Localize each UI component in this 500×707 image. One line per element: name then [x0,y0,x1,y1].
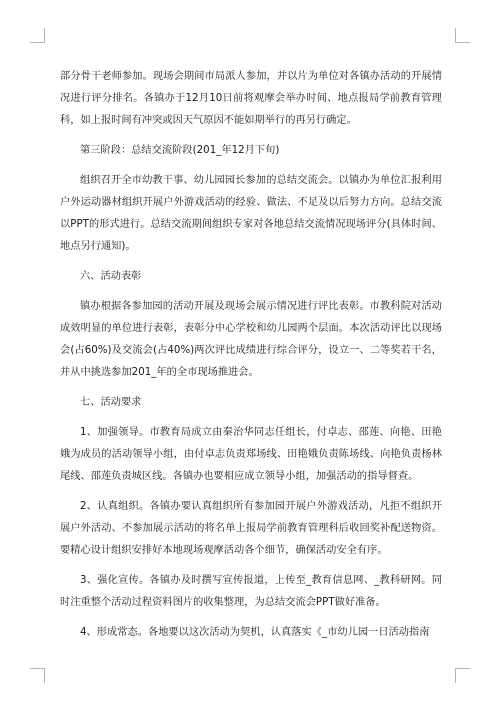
crop-mark-bottom-right [455,668,470,683]
crop-mark-bottom-left [30,668,45,683]
crop-mark-top-left [30,28,45,43]
section-heading-requirements: 七、活动要求 [80,397,142,408]
crop-mark-top-right [455,28,470,43]
requirement-item-2: 2、认真组织。各镇办要认真组织所有参加园开展户外游戏活动，凡拒不组织开展户外活动、不参加展示活动的将名单上报局学前教育管理科后收回奖补配送物资。要精心设计组织安排好本地现场观摩活动各个细节，确保活动安全有序。 [60,501,442,556]
requirement-item-3: 3、强化宣传。各镇办及时撰写宣传报道，上传至_教育信息网、_教科研网。同时注重整个活动过程资料图片的收集整理，为总结交流会PPT做好准备。 [60,575,442,608]
requirement-item-1: 1、加强领导。市教育局成立由秦治华同志任组长，付卓志、邵莲、向艳、田艳娥为成员的活动领导小组，由付卓志负责郑场线、田艳娥负责陈场线、向艳负责杨林尾线、邵莲负责城区线。各镇办也要相应成立领导小组，加强活动的指导督查。 [60,427,442,482]
section-heading-awards: 六、活动表彰 [80,271,142,282]
requirement-item-4: 4、形成常态。各地要以这次活动为契机，认真落实《_市幼儿园一日活动指南 [80,627,430,638]
stage-three-heading: 第三阶段：总结交流阶段(201_年12月下旬) [80,145,280,156]
paragraph-stage-three: 组织召开全市幼教干事、幼儿园园长参加的总结交流会。以镇办为单位汇报利用户外运动器材组织开展户外游戏活动的经验、做法、不足及以后努力方向。总结交流以PPT的形式进行。总结交流期间组织专家对各地总结交流情况现场评分(具体时间、地点另行通知)。 [60,175,442,252]
paragraph-awards: 镇办根据各参加园的活动开展及现场会展示情况进行评比表彰。市教科院对活动成效明显的单位进行表彰，表彰分中心学校和幼儿园两个层面。本次活动评比以现场会(占60%)及交流会(占40%)两次评比成绩进行综合评分，设立一、二等奖若干名，并从中挑选参加201_年的全市现场推进会。 [60,301,442,378]
paragraph-continuation: 部分骨干老师参加。现场会期间市局派人参加，并以片为单位对各镇办活动的开展情况进行评分排名。各镇办于12月10日前将观摩会举办时间、地点报局学前教育管理科，如上报时间有冲突或因天气原因不能如期举行的再另行确定。 [60,71,442,126]
document-body [60,66,442,652]
